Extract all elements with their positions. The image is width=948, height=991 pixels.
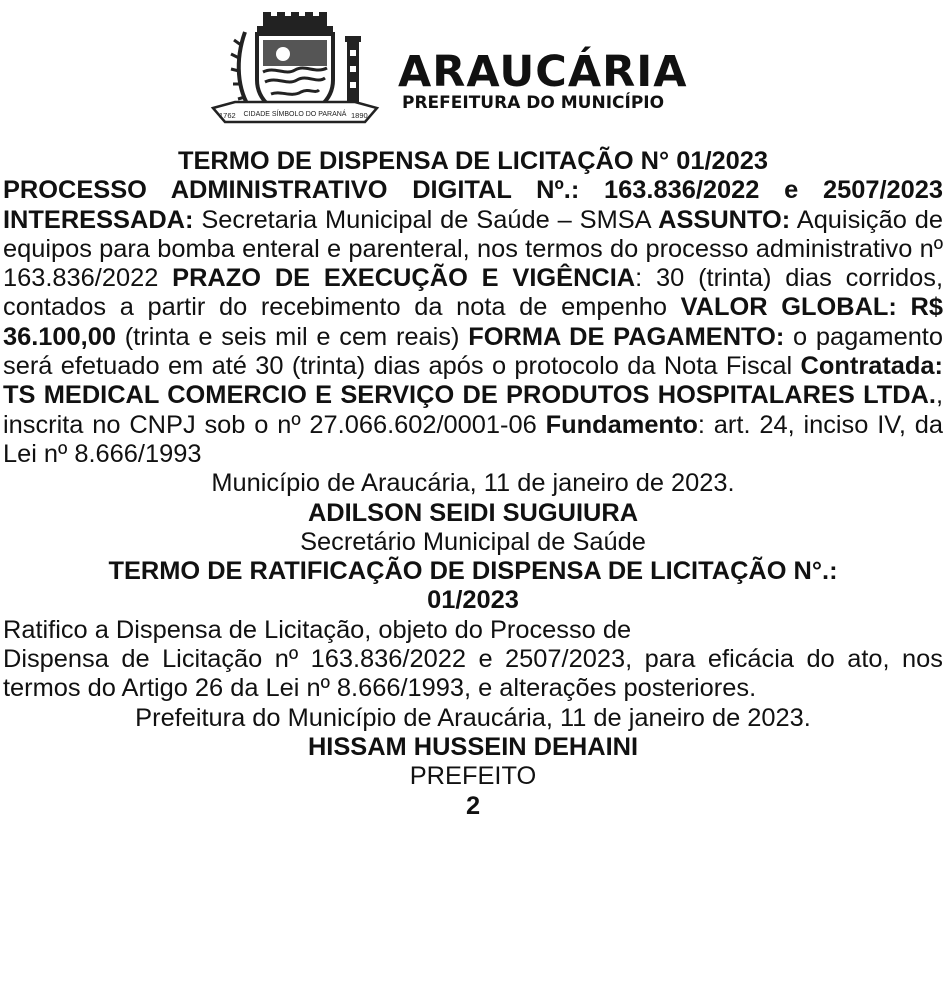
- valor-label: VALOR GLOBAL: R$ 36.100,00: [3, 293, 943, 351]
- page-header: [0, 0, 948, 150]
- processo-label: PROCESSO ADMINISTRATIVO DIGITAL Nº.: 163.836/2022 e 2507/2023 INTERESSADA:: [3, 176, 943, 234]
- crest-year-left: 1762: [219, 111, 236, 120]
- ratificacao-place-date: Prefeitura do Município de Araucária, 11 de janeiro de 2023.: [135, 703, 811, 732]
- prazo-value: : 30 (trinta) dias corridos, contados a partir do recebimento da nota de empenho: [3, 264, 944, 322]
- fundamento-label: Fundamento: [545, 410, 698, 439]
- ratificacao-title-line1: TERMO DE RATIFICAÇÃO DE DISPENSA DE LICITAÇÃO N°.:: [108, 557, 838, 586]
- ratificacao-title-line2: 01/2023: [427, 586, 519, 615]
- ratificacao-signer-name: HISSAM HUSSEIN DEHAINI: [307, 732, 639, 761]
- pagamento-value: o pagamento será efetuado em até 30 (trinta) dias após o protocolo da Nota Fiscal: [3, 322, 943, 381]
- brand-subtitle: PREFEITURA DO MUNICÍPIO: [402, 93, 665, 113]
- contratada-value: , inscrita no CNPJ sob o nº 27.066.602/0001-06: [3, 381, 943, 439]
- ratificacao-signer-role: PREFEITO: [409, 762, 537, 791]
- document-body: [3, 147, 943, 821]
- pagamento-label: FORMA DE PAGAMENTO:: [468, 322, 785, 351]
- contratada-label: Contratada: TS MEDICAL COMERCIO E SERVIÇO DE PRODUTOS HOSPITALARES LTDA.: [3, 352, 943, 410]
- ratificacao-first-line: Ratifico a Dispensa de Licitação, objeto do Processo de: [3, 615, 632, 644]
- brand-block: [398, 47, 688, 113]
- valor-value: (trinta e seis mil e cem reais): [115, 322, 469, 351]
- dispensa-title: TERMO DE DISPENSA DE LICITAÇÃO N° 01/2023: [177, 147, 769, 175]
- dispensa-paragraph: [3, 176, 943, 469]
- prazo-label: PRAZO DE EXECUÇÃO E VIGÊNCIA: [172, 264, 636, 293]
- interessada-value: Secretaria Municipal de Saúde – SMSA: [193, 205, 659, 234]
- fundamento-value: : art. 24, inciso IV, da Lei nº 8.666/1993: [3, 410, 943, 468]
- assunto-value: Aquisição de equipos para bomba enteral e parenteral, nos termos do processo administrativo nº 163.836/2022: [3, 205, 943, 293]
- municipal-coat-of-arms: [205, 10, 385, 128]
- dispensa-signer-role: Secretário Municipal de Saúde: [300, 527, 646, 556]
- ratificacao-body: Dispensa de Licitação nº 163.836/2022 e 2507/2023, para eficácia do ato, nos termos do Artigo 26 da Lei nº 8.666/1993, e alterações posteriores.: [3, 645, 943, 703]
- crest-year-right: 1890: [351, 111, 368, 120]
- page-number: 2: [465, 791, 481, 820]
- crest-motto: CIDADE SÍMBOLO DO PARANÁ: [243, 111, 347, 118]
- brand-title: ARAUCÁRIA: [398, 47, 688, 97]
- assunto-label: ASSUNTO:: [658, 205, 791, 234]
- dispensa-signer-name: ADILSON SEIDI SUGUIURA: [307, 498, 639, 527]
- dispensa-place-date: Município de Araucária, 11 de janeiro de 2023.: [211, 469, 735, 498]
